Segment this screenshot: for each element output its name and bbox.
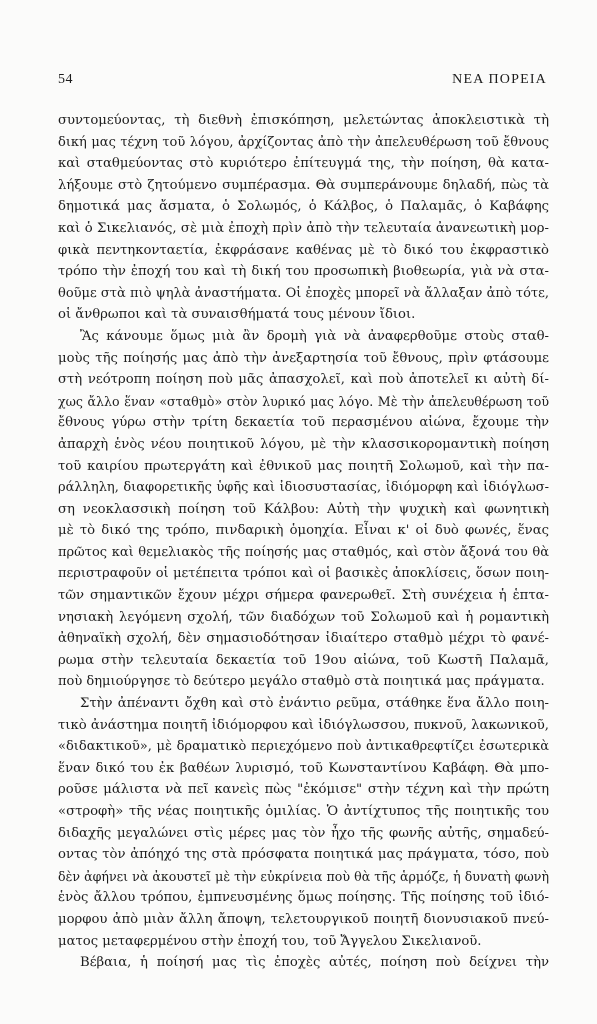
paragraph-start-line: Στὴν ἀπέναντι ὄχθη καὶ στὸ ἐνάντιο ρεῦμα, στάθηκε ἕνα ἄλλο ποιη- xyxy=(80,696,549,712)
text-line: δὲν ἀφήνει νὰ ἀκουστεῖ μὲ τὴν εὐκρίνεια ποὺ θὰ τῆς ἁρμόζε, ἡ δυνατὴ φωνὴ xyxy=(58,868,549,884)
text-line: καὶ ὁ Σικελιανός, σὲ μιὰ ἐποχὴ πρὶν ἀπὸ τὴν τελευταία ἀνανεωτικὴ μορ- xyxy=(58,220,549,236)
paragraph-start-line: Βέβαια, ἡ ποίησή μας τὶς ἐποχὲς αὐτές, ποίηση ποὺ δείχνει τὴν xyxy=(80,955,549,971)
text-line: νησιακὴ λεγόμενη σχολή, τῶν διαδόχων τοῦ Σολωμοῦ καὶ ἡ ρομαντικὴ xyxy=(58,609,549,625)
text-line: θοῦμε στὰ πιὸ ψηλὰ ἀναστήματα. Οἱ ἐποχὲς μπορεῖ νὰ ἄλλαξαν ἀπὸ τότε, xyxy=(58,285,549,301)
paragraph-start-line: Ἂς κάνουμε ὅμως μιὰ ἂν δρομὴ γιὰ νὰ ἀναφερθοῦμε στοὺς σταθ- xyxy=(80,328,549,344)
text-line: τικὸ ἀνάστημα ποιητῆ ἰδιόμορφου καὶ ἰδιόγλωσσου, πυκνοῦ, λακωνικοῦ, xyxy=(58,717,549,733)
text-line: μορφου ἀπὸ μιὰν ἄλλη ἄποψη, τελετουργικοῦ ποιητῆ διονυσιακοῦ πνεύ- xyxy=(58,911,549,927)
paragraph-end-line: οἱ ἄνθρωποι καὶ τὰ συναισθήματά τους μένουν ἴδιοι. xyxy=(58,307,416,323)
text-line: περιστραφοῦν οἱ μετέπειτα τρόποι καὶ οἱ βασικὲς ἀποκλίσεις, ὅσων ποιη- xyxy=(58,566,549,582)
text-line: μοὺς τῆς ποίησής μας ἀπὸ τὴν ἀνεξαρτησία τοῦ ἔθνους, πρὶν φτάσουμε xyxy=(58,350,549,366)
text-line: ση νεοκλασσικὴ ποίηση τοῦ Κάλβου: Αὐτὴ τὴν ψυχικὴ καὶ φωνητικὴ xyxy=(58,501,549,517)
text-line: καὶ σταθμεύοντας στὸ κυριότερο ἐπίτευγμά της, τὴν ποίηση, θὰ κατα- xyxy=(58,156,549,172)
text-line: «διδακτικοῦ», μὲ δραματικὸ περιεχόμενο ποὺ ἀντικαθρεφτίζει ἐσωτερικὰ xyxy=(58,739,549,755)
paragraph-end-line: ματος μεταφερμένου στὴν ἐποχή του, τοῦ Ἄγγελου Σικελιανοῦ. xyxy=(58,933,482,949)
text-line: μὲ τὸ δικό της τρόπο, πινδαρικὴ ὁμοηχία. Εἶναι κ' οἱ δυὸ φωνές, ἕνας xyxy=(58,523,549,539)
text-line: «στροφὴ» τῆς νέας ποιητικῆς ὁμιλίας. Ὁ ἀντίχτυπος τῆς ποιητικῆς του xyxy=(58,804,549,819)
text-line: τοῦ καιρίου πρωτεργάτη καὶ ἐθνικοῦ μας ποιητῆ Σολωμοῦ, καὶ τὴν πα- xyxy=(58,458,549,474)
text-line: ἀθηναϊκὴ σχολή, δὲν σημασιοδότησαν ἰδιαίτερο σταθμὸ μέχρι τὸ φανέ- xyxy=(58,631,549,647)
text-line: ἕναν δικό του ἐκ βαθέων λυρισμό, τοῦ Κωνσταντίνου Καβάφη. Θὰ μπο- xyxy=(58,760,549,776)
text-line: ἑνὸς ἄλλου τρόπου, ἐμπνευσμένης ὅμως ποίησης. Τῆς ποίησης τοῦ ἰδιό- xyxy=(58,890,549,906)
text-line: χως ἄλλο ἕναν «σταθμὸ» στὸν λυρικό μας λόγο. Μὲ τὴν ἀπελευθέρωση τοῦ xyxy=(58,393,549,409)
text-line: τρόπο τὴν ἐποχή του καὶ τὴ δική του προσωπικὴ βιοθεωρία, γιὰ νὰ στα- xyxy=(58,264,549,280)
text-line: λήξουμε στὸ ζητούμενο συμπέρασμα. Θὰ συμπεράνουμε δηλαδή, πὼς τὰ xyxy=(58,177,549,193)
text-line: ἀπαρχὴ ἑνὸς νέου ποιητικοῦ λόγου, μὲ τὴν κλασσικορομαντικὴ ποίηση xyxy=(58,436,549,452)
text-line: ροῦσε μάλιστα νὰ πεῖ κανεὶς πὼς "ἐκόμισε" στὴν τέχνη καὶ τὴν πρώτη xyxy=(58,782,549,798)
paragraph-end-line: ποὺ δημιούργησε τὸ δεύτερο μεγάλο σταθμὸ στὰ ποιητικά μας πράγματα. xyxy=(58,674,545,690)
text-line: ράλληλη, διαφορετικῆς ὑφῆς καὶ ἰδιοσυστασίας, ἰδιόμορφη καὶ ἰδιόγλωσ- xyxy=(58,480,549,496)
text-line: διδαχῆς μεγαλώνει στὶς μέρες μας τὸν ἦχο τῆς φωνῆς αὐτῆς, σημαδεύ- xyxy=(58,825,549,841)
text-line: φικὰ πεντηκονταετία, ἐκφράσανε καθένας μὲ τὸ δικό του ἐκφραστικὸ xyxy=(58,242,549,258)
text-line: δημοτικά μας ἄσματα, ὁ Σολωμός, ὁ Κάλβος, ὁ Παλαμᾶς, ὁ Καβάφης xyxy=(58,199,549,215)
text-line: τῶν σημαντικῶν ἔχουν μέχρι σήμερα φανερωθεῖ. Στὴ συνέχεια ἡ ἑπτα- xyxy=(58,588,549,604)
text-line: συντομεύοντας, τὴ διεθνὴ ἐπισκόπηση, μελετώντας ἀποκλειστικὰ τὴ xyxy=(58,113,549,128)
text-line: στὴ νεότροπη ποίηση ποὺ μᾶς ἀπασχολεῖ, καὶ ποὺ ἀποτελεῖ κι αὐτὴ δί- xyxy=(58,372,549,388)
body-text xyxy=(58,110,549,974)
running-head xyxy=(58,72,547,92)
text-line: οντας τὸν ἀπόηχό της στὰ πρόσφατα ποιητικά μας πράγματα, τόσο, ποὺ xyxy=(58,847,549,863)
page-number: 54 xyxy=(58,72,73,87)
text-line: πρῶτος καὶ θεμελιακὸς τῆς ποίησής μας σταθμός, καὶ στὸν ἄξονά του θὰ xyxy=(58,544,549,560)
text-line: ρωμα στὴν τελευταία δεκαετία τοῦ 19ου αἰώνα, τοῦ Κωστῆ Παλαμᾶ, xyxy=(58,652,549,668)
text-line: δική μας τέχνη τοῦ λόγου, ἀρχίζοντας ἀπὸ τὴν ἀπελευθέρωση τοῦ ἔθνους xyxy=(58,134,549,150)
text-line: ἔθνους γύρω στὴν τρίτη δεκαετία τοῦ περασμένου αἰώνα, ἔχουμε τὴν xyxy=(58,415,549,431)
journal-title: ΝΕΑ ΠΟΡΕΙΑ xyxy=(452,72,547,87)
